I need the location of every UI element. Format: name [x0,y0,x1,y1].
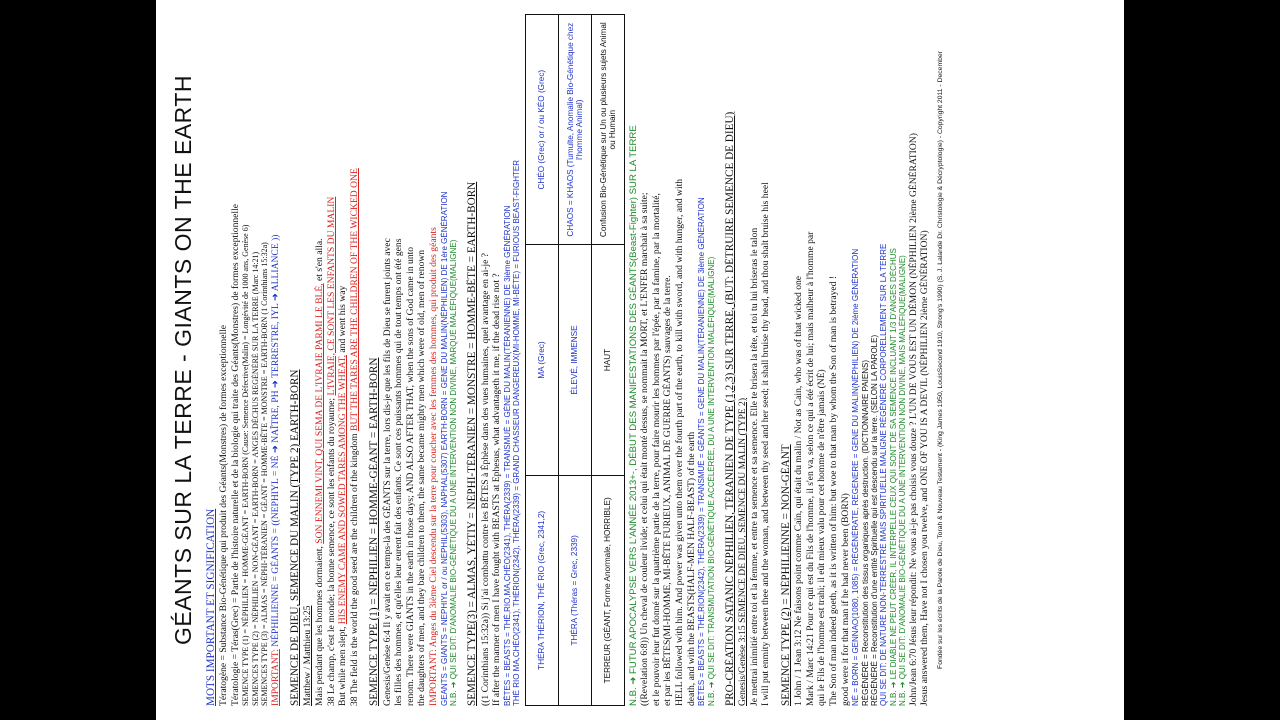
text-line: RÉGÉNÉRÉ = Reconstitution des tissus organiques après destruction. (DICTIONNAIRE PAIENS) [860,360,870,706]
scripture-reference: Matthew / Matthieu 13:25 [302,605,314,706]
text-line: John/Jean 6:70 Jésus leur répondit: Ne vous ai-je pas choisis vous douze ? L'UN DE VOUS EST UN DÉMON (NÉPHILIEN 2ième GÉNÉRATION) [907,133,919,706]
text-line: SEMENCE TYPE (1) = NÉPHILIEN = HOMME-GÉANT = EARTH-BORN (Cause: Semence Défective(Malin) = Longévité de 1000 ans, Genèse 6) [241,224,251,706]
text-span: and went his way [337,285,349,353]
important-text-2: NÉ ➜ NAÎTRE, PH ➜ TERRESTRE, IYL ➜ ALLIANCE )) [269,234,281,469]
text-line: If after the manner of men I have fought with BEASTS at Ephesus, what advantageth it me, if the dead rise not ? [491,273,503,706]
table-row [591,15,624,706]
text-line: RÉGÉNÉRÉ = Reconstitution d'une entité Spirituelle qui est descendu sur la terre. (SELON LA PAROLE) [869,334,879,706]
text-span-red: L'IVRAIE, CE SONT LES ENFANTS DU MALIN [325,196,337,396]
text-line: ((Revelation 6:8)) Un cheval de couleur livide; et celui qui était monté dessus, se nommait la MORT, et L'ENFER marchait à sa suite; [639,192,651,706]
table-cell: CHÉO (Grec) or / ou KÉO (Grec) [525,15,558,245]
table-cell: THÉRA THÉRION, THÉ RIO (Grec, 2341,2) [525,475,558,705]
table-row [525,15,558,706]
text-line: The Son of man indeed goeth, as it is written of him: but woe to that man by whom the Son of man is betrayed ! [827,275,839,706]
table-cell: MA (Grec) [525,245,558,475]
text-line: ((1 Corinthians 15:32a)) Si j'ai combattu contre les BÊTES à Éphèse dans des vues humaines, quel avantage en ai-je ? [479,252,491,706]
table-cell: Confusion Bio-Génétique sur Un ou plusieurs sujets Animal ou Humain [591,15,624,245]
scripture-reference: Genesis/Genèse 3:15 SEMENCE DE DIEU, SEMENCE DU MALIN (TYPE 2) [737,397,749,706]
document-page [156,0,1124,720]
text-line: Mark / Marc 14:21 Pour ce qui est du Fils de l'homme, il s'en va, selon ce qui a été écrit de lui; mais malheur à l'homme par [804,231,816,706]
table-cell: THÉRA (Théras = Grec, 2339) [558,475,591,705]
text-line-blue: BÊTES = BEASTS = THÉ,RION(2342), THÉRA(2339) = TRANSMUÉ = GÉANTS = GENE DU MALIN(TÉRANIENNE) DE 3ième GÉNÉRATION [697,197,707,706]
table-row [558,15,591,706]
text-line: death, and with the BEASTS(HALF-MEN HALF-BEAST) of the earth [685,431,697,706]
document-title: GÉANTS SUR LA TERRE - GIANTS ON THE EARTH [170,74,196,646]
table-cell: HAUT [591,245,624,475]
section-heading-procreation: PRO-CRÉATION SATANIC NÉPHILIEN, TÉRANIEN DE TYPE (1,2,3) SUR TERRE, (BUT: DÉTRUIRE SEMENCE DE DIEU) [723,111,736,706]
text-line: Tératologie = Téras(Grec) = Partie de l'histoire naturelle et de la biologie qui traite des Géants(Monstres) de formes exceptionnelle [229,203,241,706]
important-label: IMPORTANT: [269,649,281,706]
text-span: et s'en alla. [314,238,325,281]
text-line-blue: NÉ = BORN = GENNAO(1080, 1085) = RÉGÉNÉRATE, REGENERE = GENE DU MALIN(NÉPHILIEN) DE 2ième GÉNÉRATION [851,248,861,706]
section-heading-seed-type-2-non-giant: SEMENCE TYPE (2) = NÉPHILIENNE = NON-GÉANT [779,444,792,706]
text-line-green: N.B. ➜ FUTUR APOCALYPSE VERS L'ANNÉE 2013+-, DÉBUT DES MANIFESTATIONS DES GÉANTS(Beast-Fighter) SUR LA TERRE [627,125,639,706]
text-span: 38 Le champ, c'est le monde; la bonne semence, ce sont les enfants du royaume; [325,397,337,706]
text-line: SEMENCES TYPE (2) = NÉPHILIEN = NON-GÉANT = EARTH-BORN = ANGES DÉCHUS REGÉNÉRÉ SUR LA TERRE (Marc 14:21) [250,251,260,706]
table-cell: ÉLEVÉ, IMMENSE [558,245,591,475]
rotated-document-content [156,0,1124,720]
text-line-red: IMPORTANT: Anges du 3ième Ciel descendu sur la terre pour coucher avec les femmes des hommes, qui produit des géants [427,227,439,706]
text-line-green: N.B. ➜ LE DIABLE NE PEUT CRÉER, IL INTERPELLE CEUX QUI SONT DE SA SEMENCE INCLUANT 1/3 D'ANGES DÉCHUS [888,248,898,706]
text-line: 1 John / 1 Jean 3:12 Ne faisons point comme Caïn, qui était du malin / Not as Cain, who was of that wicked one [793,275,805,706]
text-span: 38 The field is the world the good seed are the children of the kingdom [348,433,360,706]
section-heading-seed-type-2: SEMENCE DE DIEU, SEMENCE DU MALIN (TYPE 2) EARTH-BORN [289,369,302,706]
text-line: les filles des hommes, et qu'elles leur eurent fait des enfants. Ce sont ces puissants hommes qui de tout temps ont été gens [393,238,405,706]
text-line: I will put enmity between thee and the woman, and between thy seed and her seed; it shall bruise thy head, and thou shalt bruise his heel [760,182,772,706]
text-line: renom. There were GIANTS in the earth in those days; AND ALSO AFTER THAT, when the sons of God came in unto [404,246,416,706]
text-line: good were it for that man if he had never been (BORN) [839,493,851,706]
text-line: HELL followed with him. And power was given unto them over the fourth part of the earth, to kill with sword, and with hunger, and with [673,178,685,706]
text-line-blue: THÉ RIO MA,CHÉO(2341), THÉRION(2342), THÉRA(2339) = GRAND CHASSEUR DANGEREUX(MI-HOMME, MI-BÊTE) = FURIOUS BEAST-FIGHTER [512,159,522,706]
text-line-blue: GEANTS = GIANTS = NEPHIYL or / ou NEPHIL(5303), NAPHAL(5307) EARTH-BORN = GENE DU MALIN(NÉPHILIEN) DE 1ère GÉNÉRATION [439,191,449,706]
text-line: qui le Fils de l'homme est trahi; il eût mieux valu pour cet homme de n'être jamais (NÉ) [816,369,828,706]
text-span-red: HIS ENEMY CAME AND SOWED TARES AMONG THE WHEAT, [337,354,349,625]
text-span: Mais pendant que les hommes dormaient, [314,546,325,706]
table-cell: TERREUR (GÉANT, Forme Anormale, HORRIBLE) [591,475,624,705]
text-span-red: BUT THE TARES ARE THE CHILDREN OF THE WICKED ONE [348,168,360,431]
text-line: et le pouvoir leur fut donné sur la quatrième partie de la terre, pour faire mourir les hommes par l'épée, par la famine, par la mortalité, [650,193,662,706]
text-line: the daughters of men, and they bare children to them, the same became mighty men which were of old, men of renown [416,249,428,706]
text-line: Je mettrai inimitié entre toi et la femme, et entre ta semence et sa semence. Elle te brisera la tête, et toi tu lui briseras le talon [748,227,760,706]
text-line: et par les BÊTES(MI-HOMME, MI-BÊTE FURIEUX, ANIMAL DE GUERRE GÉANTS) sauvages de la terre. [662,275,674,706]
text-line-green: N.B. ➜ QUI SE DIT: D'ANOMALIE BIO-GÉNÉTIQUE DU A UNE INTERVENTION NON DIVINE, MARQUÉ MALÉFIQUE(MALIGNE) [448,239,458,706]
text-span: But while men slept, [337,626,349,706]
text-line: Jesus answered them, Have not I chosen you twelve, and ONE OF YOU IS A DEVIL (NÉPHILIEN 2ième GÉNÉRATION) [919,230,931,706]
text-line-blue: QUI SE DIT: DE NATURE NON-TERRESTRE MAIS SPIRITUELLE MALIGNE RÉGÉNÉRÉ CORPORELLEMENT SUR LA TERRE [879,243,889,706]
text-line: SEMENCES TYPE (3) = ALMAS = NÉPHI-TÉRANIEN = GÉANT = HOMME-BÊTE = MONSTRE = EARTH-BORN (1 Corinthians 15:32a) [260,242,270,706]
text-line: Tératogène = Substance Bio-Génétique qui produit des Géants(Monstres) de formes exceptionnelle [218,324,230,706]
text-line-green: N.B. ➜ QUI SE DIT: D'ANOMALIE BIO-GÉNÉTIQUE DU A UNE INTERVENTION NON DIVINE, MAIS MALÉFIQUE(MALIGNE) [898,255,908,706]
text-line: Genesis/Genèse 6:4 Il y avait en ce temps-là des GÉANTS sur la terre, lors dis-je que les fils de Dieu se furent joints avec [381,238,393,706]
section-heading-seed-type-3: SEMENCE TYPE(3) = ALMAS, YÉTIY = NÉPHI-TÉRANIEN = MONSTRE = HOMME-BÊTE = EARTH-BORN [466,181,479,706]
table-cell: CHAOS = KHAOS (Tumulte, Anomalie Bio-Génétique chez l'homme Animal) [558,15,591,245]
text-line-green: N.B. ➜ QUI SE DIT: TRANSMUTATION BIO-GÉNÉTIQUE ACCÉLÉRÉE, DU A UNE INTERVENTION MALÉFIQUE(MALIGNE) [706,256,716,706]
definitions-table [525,14,625,706]
section-heading-important-words: MOTS IMPORTANT ET SIGNIFICATION [205,508,217,706]
section-heading-seed-type-1: SEMENCE TYPE (1) = NÉPHILIEN = HOMME-GÉANT = EARTH-BORN [368,357,381,706]
important-text: NÉPHILIENNE = GÉANTS = ((NEPHIYL = [269,470,281,647]
text-line-blue: BÊTES = BEASTS = THÉ,RIO,MA,CHÉO(2341), THÉRA(2339) = TRANSMUÉ = GÈNE DU MALIN(TÉRANIENNE) DE 3ième GÉNÉRATION [502,205,512,706]
copyright-footer: Fondée sur les écrits de la Parole de Dieu, Torah & Nouveau Testament - (King James 1950, LouisSecond 1910, Strong's 1990) (S. J. Lalande Dr. Christologie & Décryptologie) - Copyright 2011 - December [936,51,944,669]
text-span-red: SON ENNEMI VINT, QUI SEMA DE L'IVRAIE PARMI LE BLÉ, [314,283,325,544]
